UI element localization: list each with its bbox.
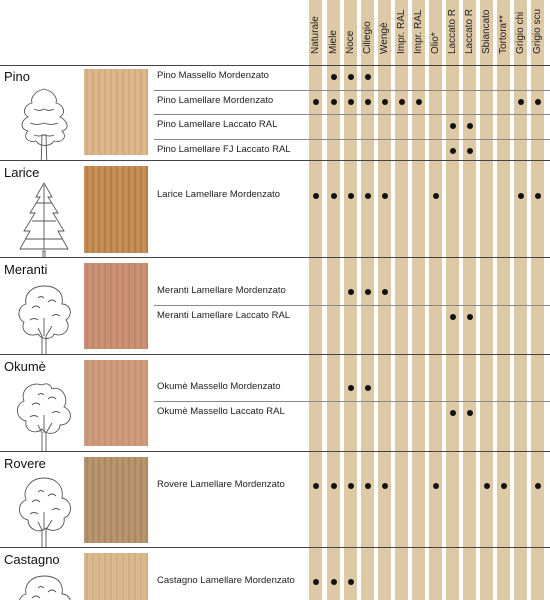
okume-tree-icon: [12, 375, 76, 451]
column-header: Grigio chi: [515, 11, 526, 54]
product-name: Rovere Lamellare Mordenzato: [157, 479, 285, 490]
row-divider: [154, 114, 550, 115]
group-divider: [0, 160, 550, 161]
product-name: Meranti Lamellare Mordenzato: [157, 285, 286, 296]
availability-dot: [365, 289, 371, 295]
group-divider: [0, 257, 550, 258]
availability-dot: [331, 193, 337, 199]
availability-dot: [331, 579, 337, 585]
availability-dot: [382, 99, 388, 105]
availability-dot: [331, 74, 337, 80]
column-header: Wengè: [379, 22, 390, 54]
availability-dot: [348, 385, 354, 391]
larch-tree-icon: [12, 181, 76, 257]
pine-tree-icon: [12, 85, 76, 160]
availability-dot: [450, 123, 456, 129]
group-divider: [0, 65, 550, 66]
group-divider: [0, 354, 550, 355]
wood-name: Larice: [4, 165, 40, 180]
availability-dot: [365, 385, 371, 391]
availability-dot: [331, 99, 337, 105]
availability-dot: [348, 193, 354, 199]
wood-swatch: [84, 360, 148, 446]
availability-dot: [467, 314, 473, 320]
availability-dot: [365, 99, 371, 105]
product-name: Pino Massello Mordenzato: [157, 70, 269, 81]
availability-dot: [484, 483, 490, 489]
row-divider: [154, 401, 550, 402]
availability-dot: [467, 148, 473, 154]
column-header: Tortora**: [498, 15, 509, 54]
product-name: Pino Lamellare FJ Laccato RAL: [157, 143, 291, 155]
product-name: Pino Lamellare Mordenzato: [157, 94, 274, 106]
availability-dot: [518, 193, 524, 199]
meranti-tree-icon: [12, 278, 76, 354]
availability-dot: [535, 99, 541, 105]
availability-dot: [348, 289, 354, 295]
row-divider: [154, 305, 550, 306]
wood-swatch: [84, 263, 148, 349]
availability-dot: [348, 99, 354, 105]
product-name: Larice Lamellare Mordenzato: [157, 189, 281, 200]
column-header: Miele: [328, 30, 339, 54]
availability-dot: [313, 483, 319, 489]
availability-dot: [382, 289, 388, 295]
chestnut-tree-icon: [12, 568, 76, 600]
availability-dot: [450, 410, 456, 416]
wood-swatch: [84, 69, 148, 155]
availability-dot: [433, 193, 439, 199]
column-header: Laccato R: [464, 8, 475, 54]
column-header: Impr. RAL: [396, 9, 407, 54]
wood-name: Okumè: [4, 359, 46, 374]
availability-dot: [365, 74, 371, 80]
product-name: Meranti Lamellare Laccato RAL: [157, 309, 291, 321]
availability-dot: [518, 99, 524, 105]
availability-dot: [382, 193, 388, 199]
oak-tree-icon: [12, 472, 76, 547]
column-header: Ciliegio: [362, 21, 373, 54]
availability-dot: [535, 483, 541, 489]
availability-dot: [501, 483, 507, 489]
availability-dot: [348, 74, 354, 80]
availability-dot: [365, 483, 371, 489]
availability-dot: [450, 148, 456, 154]
group-divider: [0, 547, 550, 548]
column-header: Olio*: [430, 32, 441, 54]
wood-name: Castagno: [4, 552, 60, 567]
column-header: Laccato R: [447, 8, 458, 54]
availability-dot: [331, 483, 337, 489]
availability-dot: [416, 99, 422, 105]
column-header: Noce: [345, 30, 356, 54]
availability-dot: [433, 483, 439, 489]
product-name: Pino Lamellare Laccato RAL: [157, 119, 278, 130]
wood-name: Rovere: [4, 456, 46, 471]
availability-dot: [348, 579, 354, 585]
availability-dot: [313, 99, 319, 105]
column-header: Grigio scu: [532, 8, 543, 54]
wood-name: Pino: [4, 69, 31, 84]
column-header: Impr. RAL: [413, 9, 424, 54]
availability-dot: [450, 314, 456, 320]
availability-dot: [365, 193, 371, 199]
row-divider: [154, 90, 550, 91]
product-name: Castagno Lamellare Mordenzato: [157, 575, 295, 586]
availability-dot: [382, 483, 388, 489]
availability-dot: [348, 483, 354, 489]
availability-dot: [313, 193, 319, 199]
wood-swatch: [84, 457, 148, 543]
wood-swatch: [84, 166, 148, 253]
availability-dot: [399, 99, 405, 105]
wood-name: Meranti: [4, 262, 48, 277]
column-header: Sbiancato: [481, 9, 492, 54]
availability-dot: [467, 410, 473, 416]
availability-dot: [467, 123, 473, 129]
product-name: Okumè Massello Mordenzato: [157, 381, 281, 392]
row-divider: [154, 139, 550, 140]
column-header: Naturale: [310, 16, 321, 54]
wood-swatch: [84, 553, 148, 600]
availability-dot: [535, 193, 541, 199]
availability-dot: [313, 579, 319, 585]
group-divider: [0, 451, 550, 452]
product-name: Okumè Massello Laccato RAL: [157, 405, 285, 417]
